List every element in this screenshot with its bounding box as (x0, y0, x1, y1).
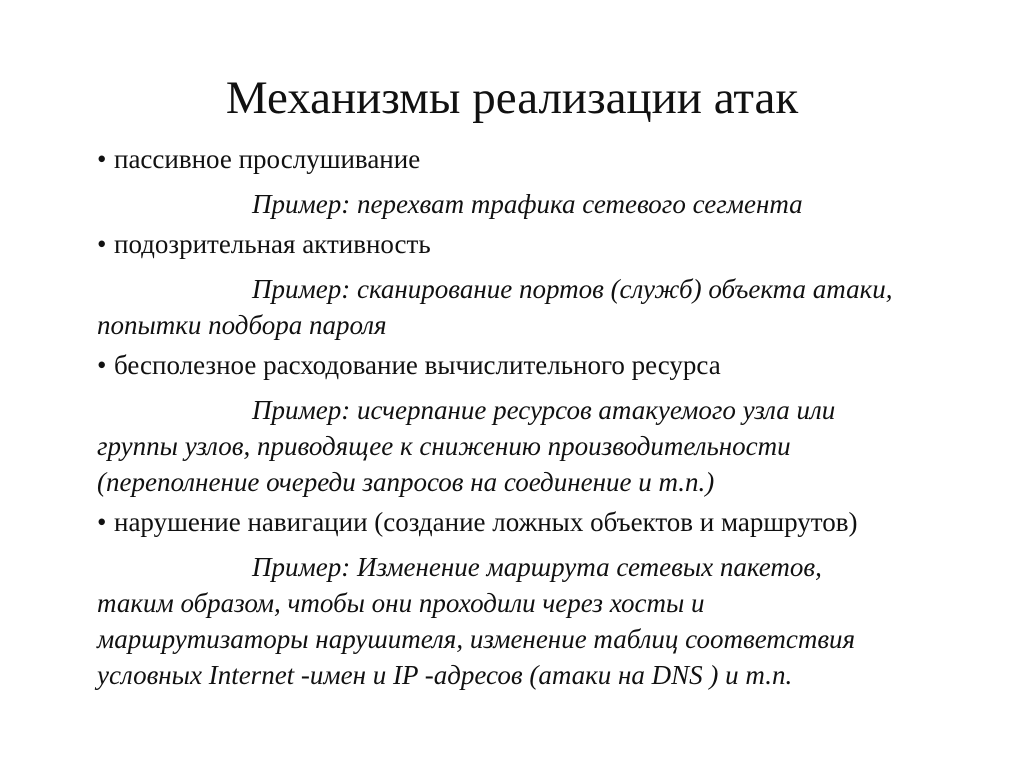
slide-title: Механизмы реализации атак (225, 72, 799, 124)
bullet-symbol: • (97, 507, 107, 537)
bullet-label: бесполезное расходование вычислительного ресурса (114, 350, 721, 380)
example-line: Пример: Изменение маршрута сетевых пакетов, (252, 552, 822, 582)
bullet-item (97, 226, 1012, 262)
bullet-label: подозрительная активность (114, 229, 431, 259)
example-line: таким образом, чтобы они проходили через хосты и (97, 588, 705, 618)
bullet-label: нарушение навигации (создание ложных объектов и маршрутов) (114, 507, 858, 537)
example-line: Пример: сканирование портов (служб) объекта атаки, (252, 274, 893, 304)
example-line: группы узлов, приводящее к снижению производительности (97, 431, 791, 461)
bullet-symbol: • (97, 229, 107, 259)
bullet-item (97, 141, 1012, 177)
example-line: условных Internet -имен и IP -адресов (атаки на DNS ) и т.п. (97, 660, 793, 690)
example-line: Пример: перехват трафика сетевого сегмента (252, 189, 803, 219)
example-line: маршрутизаторы нарушителя, изменение таблиц соответствия (97, 624, 856, 654)
example-block (97, 186, 1012, 222)
bullet-item (97, 504, 1012, 540)
example-block (97, 549, 1012, 693)
example-line: попытки подбора пароля (97, 310, 387, 340)
bullet-item (97, 347, 1012, 383)
bullet-symbol: • (97, 350, 107, 380)
bullet-label: пассивное прослушивание (114, 144, 421, 174)
bullet-list (97, 141, 1012, 697)
example-block (97, 271, 1012, 343)
example-block (97, 392, 1012, 500)
bullet-symbol: • (97, 144, 107, 174)
example-line: Пример: исчерпание ресурсов атакуемого узла или (252, 395, 836, 425)
example-line: (переполнение очереди запросов на соединение и т.п.) (97, 467, 715, 497)
